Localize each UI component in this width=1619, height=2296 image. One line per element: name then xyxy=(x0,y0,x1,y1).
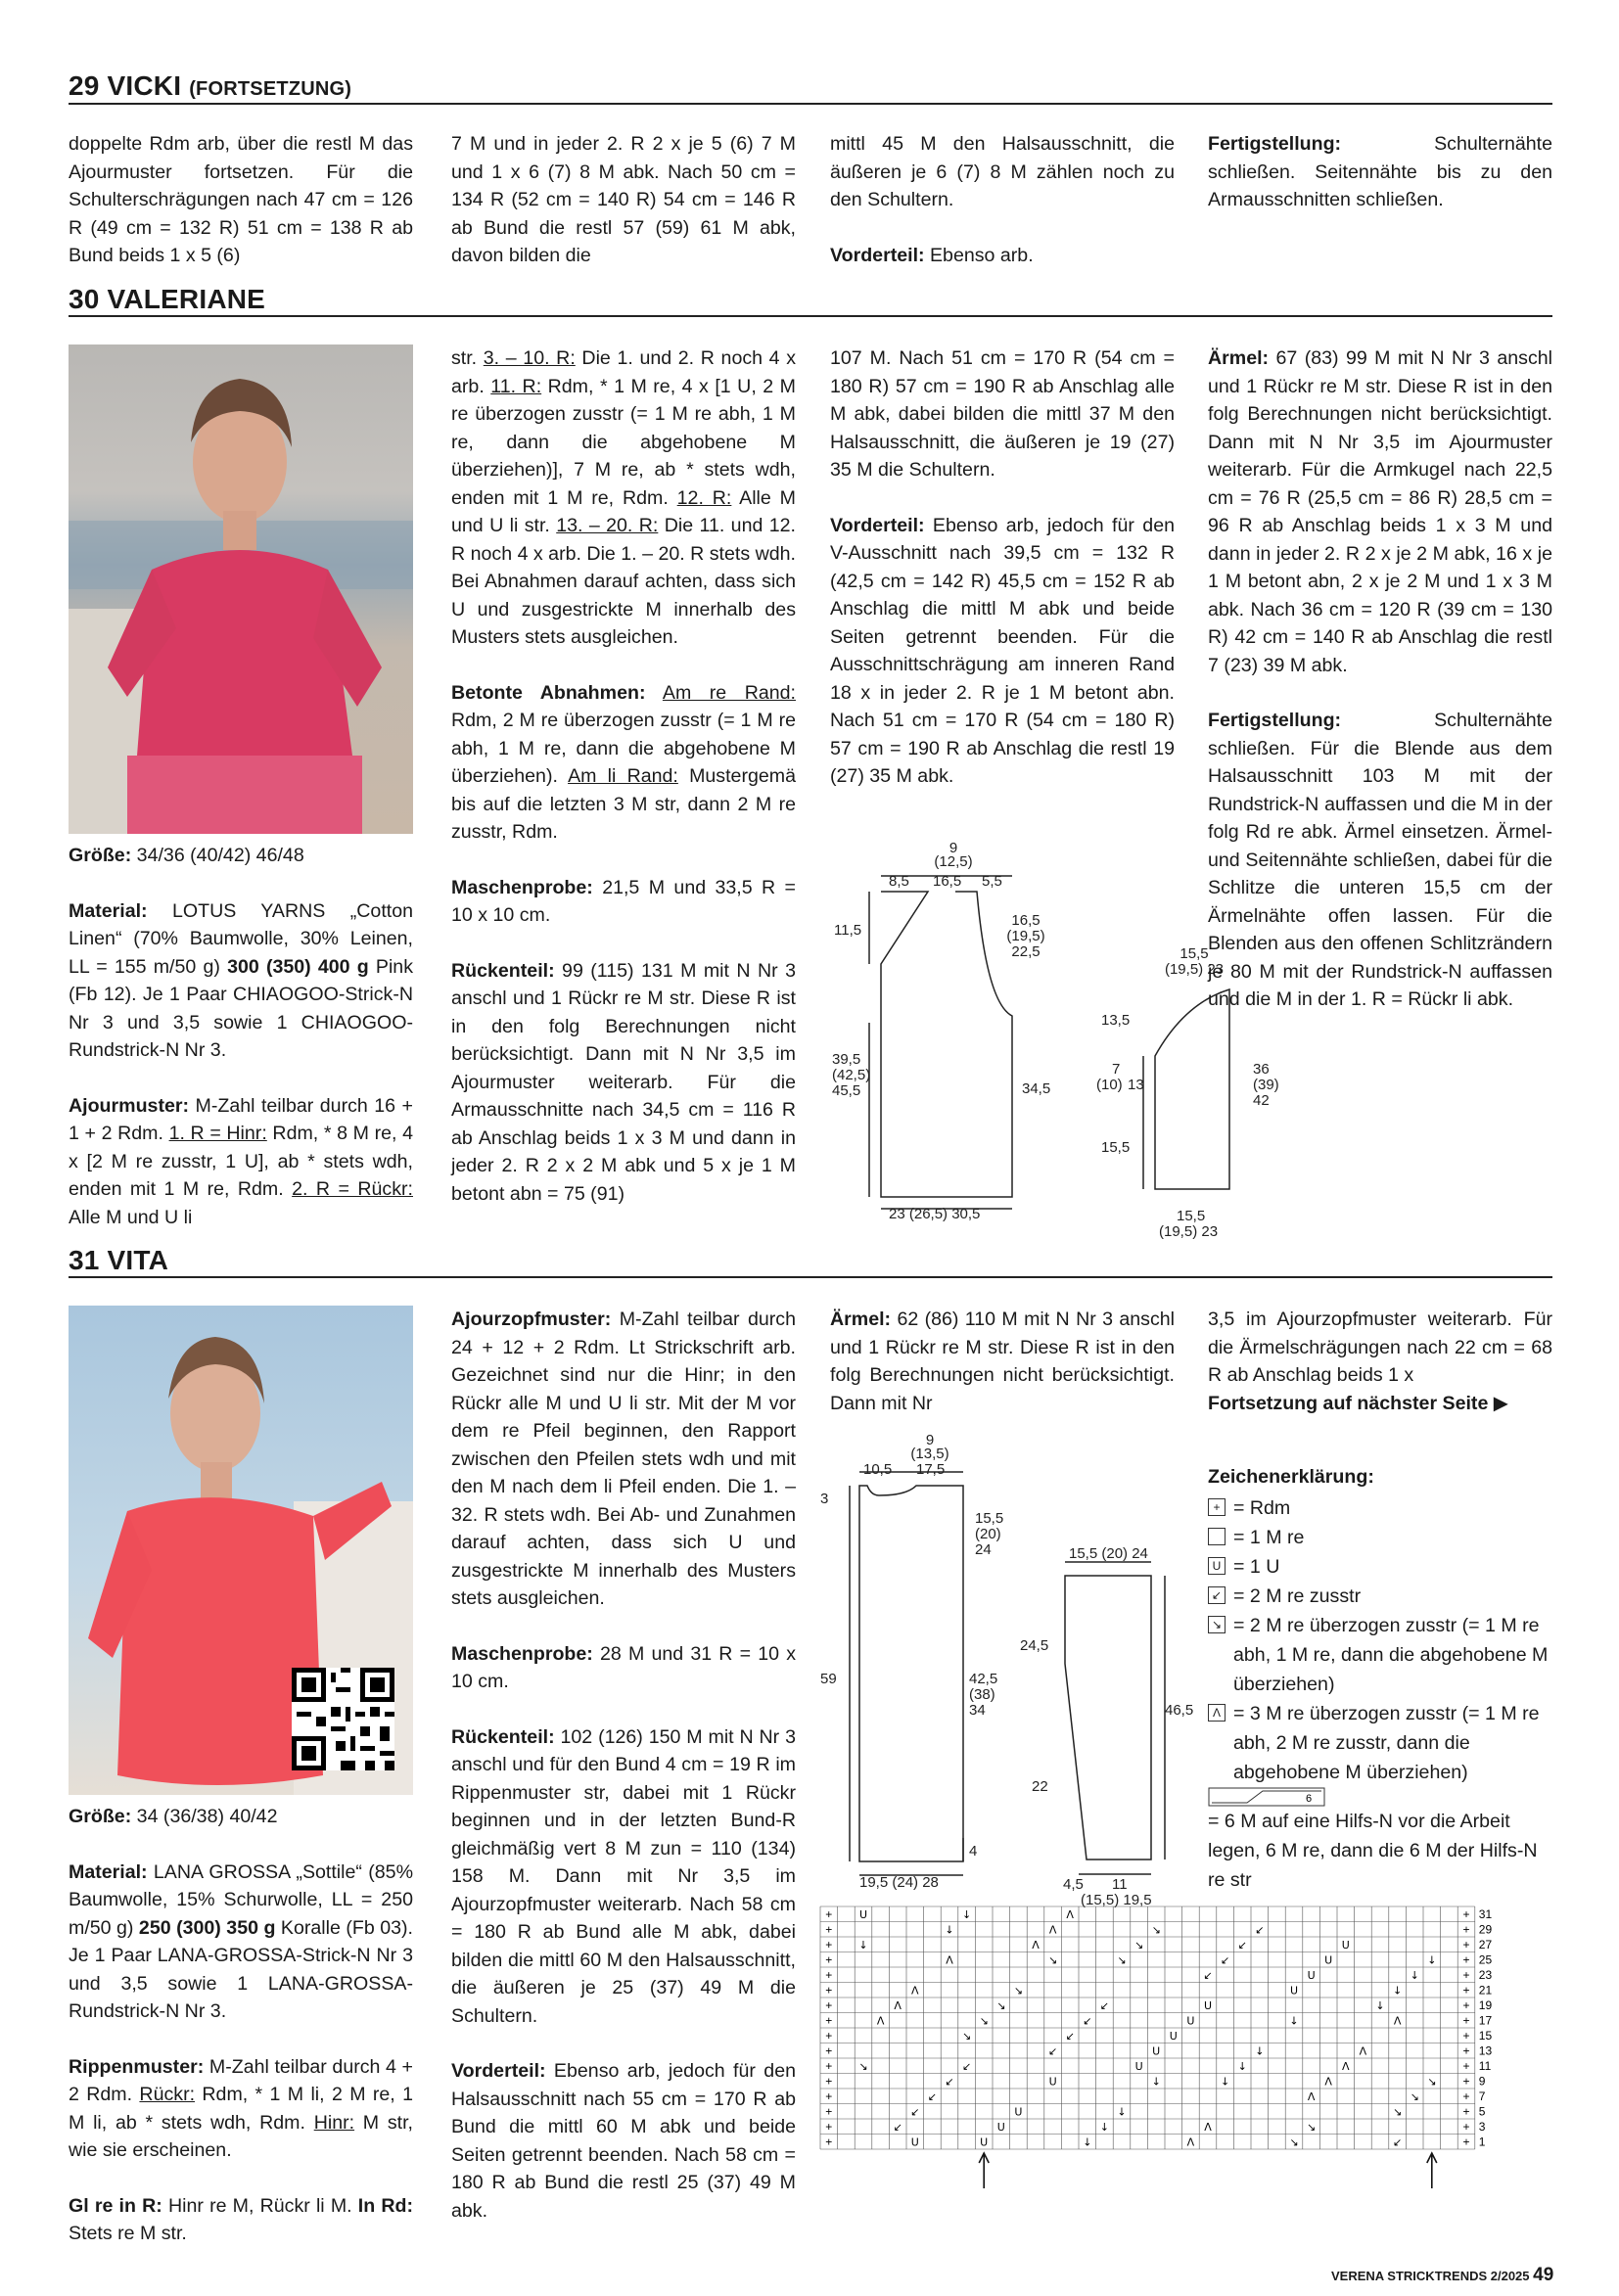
body-text: 34/36 (40/42) 46/48 xyxy=(131,845,304,866)
stitch-symbol: ↘ xyxy=(979,2014,989,2028)
dim-label: 46,5 xyxy=(1165,1702,1194,1719)
dim-label: 15,5 (20) 24 xyxy=(1069,1545,1148,1562)
edge-stitch-icon: + xyxy=(825,1952,833,1967)
label: Material: xyxy=(69,899,148,922)
dim-label: 16,5 xyxy=(933,873,962,890)
stitch-symbol: Λ xyxy=(876,2014,885,2028)
stitch-symbol: U xyxy=(1203,1999,1213,2012)
dim-label: 3 xyxy=(820,1491,829,1507)
body-text: M-Zahl teilbar durch 4 + 2 Rdm. xyxy=(69,2055,413,2105)
divider xyxy=(69,103,1552,105)
label: Größe: xyxy=(69,845,132,866)
stitch-symbol: ↘ xyxy=(1013,1984,1024,1998)
chart-row-number: 11 xyxy=(1478,2059,1492,2073)
stitch-symbol: Λ xyxy=(1307,2090,1316,2103)
stitch-symbol: ↓ xyxy=(961,1908,972,1921)
legend-row xyxy=(1208,1582,1552,1611)
edge-stitch-icon: + xyxy=(1462,1938,1470,1952)
chart-row-number: 29 xyxy=(1478,1922,1493,1937)
body-text: M-Zahl teilbar durch 16 + 1 + 2 Rdm. xyxy=(69,1094,413,1144)
stitch-symbol: ↘ xyxy=(1133,1939,1144,1952)
stitch-symbol: ↓ xyxy=(1255,2044,1265,2058)
stitch-symbol: ↙ xyxy=(1083,2014,1092,2028)
body-text: Rdm, * 8 M re, 4 x [2 M re zusstr, 1 U], ab * stets wdh, enden mit 1 M re, Rdm. xyxy=(69,1123,413,1200)
chart-row-number: 27 xyxy=(1478,1938,1493,1952)
dim-label: 23 (26,5) 30,5 xyxy=(889,1206,981,1222)
dim-label: (15,5) 19,5 xyxy=(1081,1892,1152,1908)
stitch-symbol: Λ xyxy=(1066,1908,1074,1921)
body-text: 99 (115) 131 M mit N Nr 3 anschl und 1 Rückr re M str. Diese R ist in den folg Berechnungen nicht berücksichtigt. Dann mit N Nr 3,5 im Ajourmuster weiterarb. Für die Armausschnitte nach 34,5 cm = 116 R ab Anschlag beids 1 x 3 M und dann in jeder 2. R 2 x 2 M abk und 5 x je 1 M betont abn = 75 (91) xyxy=(451,959,796,1205)
stitch-symbol: ↓ xyxy=(1117,2105,1127,2119)
stitch-symbol: U xyxy=(858,1908,868,1921)
legend-text: = 3 M re überzogen zusstr (= 1 M re abh, 2 M re zusstr, dann die abgehobene M überziehen) xyxy=(1233,1703,1540,1783)
stitch-symbol: ↓ xyxy=(1427,1953,1437,1967)
label: Rückenteil: xyxy=(451,959,555,982)
body-text: Stets re M str. xyxy=(69,2223,187,2244)
edge-stitch-icon: + xyxy=(1462,2043,1470,2058)
body-text: Alle M und U li xyxy=(69,1206,193,1228)
body-text: Ebenso arb, jedoch für den Halsausschnitt nach 55 cm = 170 R ab Bund die mittl 60 M abk und beide Seiten getrennt beenden. Nach 58 cm = 180 R ab Bund die restl 25 (37) 49 M abk. xyxy=(451,2060,796,2222)
chart-row-number: 1 xyxy=(1478,2135,1486,2149)
valeriane-col1 xyxy=(69,842,413,1259)
body-text: Rdm, * 1 M li, 2 M re, 1 M li, ab * stets wdh, Rdm. xyxy=(69,2084,413,2134)
chart-row-number: 19 xyxy=(1478,1998,1493,2012)
dim-label: 4,5 xyxy=(1063,1876,1084,1893)
stitch-symbol: ↙ xyxy=(910,2105,920,2119)
chart-row-number: 9 xyxy=(1478,2074,1486,2089)
edge-stitch-icon: + xyxy=(1462,1968,1470,1982)
section-number: 31 VITA xyxy=(69,1245,169,1275)
stitch-symbol: Λ xyxy=(911,1984,919,1998)
body-text: Hinr re M, Rückr li M. xyxy=(162,2194,358,2217)
edge-stitch-icon: + xyxy=(1208,1498,1226,1516)
label: Vorderteil: xyxy=(451,2060,546,2082)
stitch-symbol: ↘ xyxy=(1392,2105,1403,2119)
label: Betonte Abnahmen: xyxy=(451,681,646,704)
body-text: Die 11. und 12. R noch 4 x arb. Die 1. – 20. R stets wdh. Bei Abnahmen darauf achten, dass sich U und zusgestrickte M innerhalb des Musters stets ausgleichen. xyxy=(451,515,796,648)
stitch-symbol: ↘ xyxy=(1289,2135,1299,2149)
row-ref: Hinr: xyxy=(313,2111,355,2134)
divider xyxy=(69,315,1552,317)
vicki-col2 xyxy=(451,130,796,270)
dim-label: 7 xyxy=(1112,1061,1121,1078)
vita-col1 xyxy=(69,1803,413,2275)
stitch-symbol: U xyxy=(1324,1953,1333,1967)
valeriane-body-schematic xyxy=(830,837,1051,1228)
legend-row xyxy=(1208,1787,1552,1895)
edge-stitch-icon: + xyxy=(825,2029,833,2043)
section-title-29 xyxy=(69,70,351,102)
vita-col4 xyxy=(1208,1306,1552,1417)
body-text: 34 (36/38) 40/42 xyxy=(131,1806,278,1827)
edge-stitch-icon: + xyxy=(825,1998,833,2012)
dim-label: 36 xyxy=(1253,1061,1270,1078)
dim-label: 15,5 xyxy=(1101,1139,1131,1156)
stitch-symbol: ↓ xyxy=(1410,1969,1419,1982)
label: Maschenprobe: xyxy=(451,1642,593,1665)
section-suffix: (FORTSETZUNG) xyxy=(189,78,352,100)
valeriane-col4 xyxy=(1208,344,1552,1041)
vicki-col1 xyxy=(69,130,413,270)
yarn-amount: 250 (300) 350 g xyxy=(138,1916,276,1939)
body-text: LANA GROSSA „Sottile“ (85% Baumwolle, 15% Schurwolle, LL = 250 m/50 g) xyxy=(69,1860,413,1939)
label: Rückenteil: xyxy=(451,1725,555,1748)
dim-label: (19,5) 23 xyxy=(1164,961,1225,978)
legend-row xyxy=(1208,1523,1552,1552)
body-text: doppelte Rdm arb, über die restl M das Ajourmuster fortsetzen. Für die Schulterschrägungen nach 47 cm = 126 R (49 cm = 132 R) 51 cm = 138 R ab Bund beids 1 x 5 (6) xyxy=(69,133,413,266)
dim-label: 15,5 xyxy=(1180,945,1209,962)
stitch-symbol: U xyxy=(1014,2105,1023,2119)
edge-stitch-icon: + xyxy=(825,1922,833,1937)
dim-label: 9 xyxy=(925,1432,935,1448)
vicki-col3 xyxy=(830,130,1175,297)
stitch-symbol: ↘ xyxy=(1427,2075,1437,2089)
legend-text: = 1 U xyxy=(1233,1556,1280,1578)
cable-count: 6 xyxy=(1306,1793,1313,1805)
dim-label: 42,5 xyxy=(969,1671,998,1687)
row-ref: Am li Rand: xyxy=(568,765,678,787)
dim-label: (19,5) xyxy=(1006,928,1045,944)
ssk-icon: ↘ xyxy=(1208,1616,1226,1633)
dim-label: 39,5 xyxy=(832,1051,861,1068)
edge-stitch-icon: + xyxy=(825,2013,833,2028)
body-text: Alle M und U li str. xyxy=(451,486,796,536)
body-text: LOTUS YARNS „Cotton Linen“ (70% Baumwolle, 30% Leinen, LL = 155 m/50 g) xyxy=(69,899,413,978)
vicki-col4 xyxy=(1208,130,1552,214)
body-text: Schulternähte schließen. Für die Blende aus dem Halsausschnitt 103 M mit der Rundstrick-N auffassen und die M in der folg Rd re abk. Ärmel einsetzen. Ärmel- und Seitennähte schließen, dabei für die Schlitze die unteren 15,5 cm der Ärmelnähte offen lassen. Für die Blenden aus den offenen Schlitzrändern je 80 M mit der Rundstrick-N auffassen und die M in der 1. R = Rückr li abk. xyxy=(1208,710,1552,1010)
body-text: 102 (126) 150 M mit N Nr 3 anschl und für den Bund 4 cm = 19 R im Rippenmuster str, dabei mit 1 Rückr beginnen und in der letzten Bund-R gleichmäßig vert 8 M zun = 110 (134) 158 M. Dann mit Nr 3,5 im Ajourzopfmuster weiterarb. Nach 58 cm = 180 R ab Bund alle M abk, dabei bilden die mittl 60 M den Halsausschnitt, die äußeren je 25 (37) 49 M die Schultern. xyxy=(451,1725,796,2027)
body-text: Die 1. und 2. R noch 4 x arb. xyxy=(451,347,797,397)
valeriane-col3 xyxy=(830,344,1175,818)
repeat-arrow-icon xyxy=(979,2153,989,2188)
qr-code-icon[interactable] xyxy=(292,1668,394,1770)
stitch-symbol: ↘ xyxy=(1306,2121,1317,2134)
dim-label: 11,5 xyxy=(834,922,862,939)
body-text: 62 (86) 110 M mit N Nr 3 anschl und 1 Rückr re M str. Diese R ist in den folg Berechnungen nicht berücksichtigt. Dann mit Nr xyxy=(830,1309,1175,1414)
stitch-symbol: ↓ xyxy=(945,1923,954,1937)
stitch-symbol: ↙ xyxy=(961,2060,972,2073)
dim-label: 19,5 (24) 28 xyxy=(859,1874,939,1891)
dim-label: 10,5 xyxy=(863,1461,893,1478)
body-text: Schulternähte schließen. Seitennähte bis zu den Armausschnitten schließen. xyxy=(1208,133,1552,210)
body-text: 107 M. Nach 51 cm = 170 R (54 cm = 180 R) 57 cm = 190 R ab Anschlag alle M abk, dabei bilden die mittl 37 M den Halsausschnitt, die äußeren je 19 (27) 35 M die Schultern. xyxy=(830,347,1175,481)
dim-label: (12,5) xyxy=(934,853,973,870)
stitch-symbol: ↘ xyxy=(996,1999,1006,2012)
stitch-symbol: ↙ xyxy=(893,2121,902,2134)
stitch-symbol: ↘ xyxy=(1047,1953,1058,1967)
section-title-31 xyxy=(69,1245,168,1276)
repeat-arrow-icon xyxy=(1427,2153,1437,2188)
stitch-symbol: U xyxy=(910,2135,919,2149)
stitch-symbol: ↙ xyxy=(1065,2030,1075,2043)
magazine-name: VERENA STRICKTRENDS 2/2025 xyxy=(1331,2269,1530,2283)
dim-label: (10) xyxy=(1096,1077,1123,1093)
model-photo xyxy=(69,1306,413,1795)
cable-icon xyxy=(1208,1787,1325,1807)
chart-row-number: 5 xyxy=(1478,2104,1486,2119)
dim-label: 59 xyxy=(820,1671,837,1687)
stitch-symbol: ↙ xyxy=(1203,1969,1213,1982)
dim-label: (39) xyxy=(1253,1077,1279,1093)
dim-label: 42 xyxy=(1253,1092,1270,1109)
stitch-symbol: Λ xyxy=(1048,1923,1057,1937)
valeriane-col2 xyxy=(451,344,796,1235)
legend-text: = Rdm xyxy=(1233,1497,1291,1519)
stitch-symbol: U xyxy=(1307,1969,1316,1982)
body-text: 67 (83) 99 M mit N Nr 3 anschl und 1 Rückr re M str. Diese R ist in den folg Berechnungen nicht berücksichtigt. Dann mit N Nr 3,5 im Ajourmuster weiterarb. Für die Armkugel nach 22,5 cm = 76 R (25,5 cm = 86 R) 28,5 cm = 96 R ab Anschlag beids 1 x 3 M und dann in jeder 2. R 2 x je 2 M abk, 16 x je 1 M betont abn, 2 x je 2 M und 1 x 3 M abk. Nach 36 cm = 120 R (39 cm = 130 R) 42 cm = 140 R ab Anschlag die restl 7 (23) 39 M abk. xyxy=(1208,347,1552,676)
label: Rippenmuster: xyxy=(69,2055,205,2078)
label: Ärmel: xyxy=(1208,347,1270,369)
dim-label: (38) xyxy=(969,1686,995,1703)
edge-stitch-icon: + xyxy=(1462,2074,1470,2089)
dim-label: (13,5) xyxy=(910,1446,949,1462)
stitch-symbol: ↘ xyxy=(961,2030,972,2043)
label: Material: xyxy=(69,1860,148,1883)
legend-row xyxy=(1208,1699,1552,1787)
edge-stitch-icon: + xyxy=(825,2089,833,2103)
legend-row xyxy=(1208,1552,1552,1582)
chart-row-number: 21 xyxy=(1478,1983,1493,1998)
vita-col2 xyxy=(451,1306,796,2252)
body-text: 28 M und 31 R = 10 x 10 cm. xyxy=(451,1642,796,1692)
body-text: Pink (Fb 12). Je 1 Paar CHIAOGOO-Strick-N Nr 3 und 3,5 sowie 1 CHIAOGOO-Rundstrick-N Nr 3. xyxy=(69,955,413,1061)
row-ref: 2. R = Rückr: xyxy=(292,1178,413,1200)
stitch-symbol: U xyxy=(1152,2044,1161,2058)
edge-stitch-icon: + xyxy=(1462,2013,1470,2028)
stitch-symbol: ↓ xyxy=(1220,2075,1230,2089)
edge-stitch-icon: + xyxy=(825,2059,833,2073)
dim-label: 15,5 xyxy=(975,1510,1004,1527)
vita-body-schematic xyxy=(820,1427,1045,1897)
body-text: mittl 45 M den Halsausschnitt, die äußeren je 6 (7) 8 M zählen noch zu den Schultern. xyxy=(830,133,1175,210)
label: Vorderteil: xyxy=(830,514,925,536)
page-number: 49 xyxy=(1533,2265,1554,2285)
sk2p-icon: Λ xyxy=(1208,1704,1226,1722)
stitch-symbol: ↓ xyxy=(1099,2121,1110,2134)
stitch-symbol: ↘ xyxy=(1151,1923,1161,1937)
dim-label: 17,5 xyxy=(916,1461,946,1478)
legend-text: = 1 M re xyxy=(1233,1527,1305,1548)
chart-row-number: 15 xyxy=(1478,2029,1493,2043)
edge-stitch-icon: + xyxy=(1462,1998,1470,2012)
edge-stitch-icon: + xyxy=(1462,2089,1470,2103)
legend-title: Zeichenerklärung: xyxy=(1208,1466,1374,1488)
stitch-symbol: ↓ xyxy=(1083,2135,1092,2149)
stitch-symbol: ↓ xyxy=(1151,2075,1161,2089)
row-ref: 1. R = Hinr: xyxy=(168,1123,267,1144)
stitch-symbol: ↙ xyxy=(1237,1939,1247,1952)
label: Ärmel: xyxy=(830,1309,892,1330)
label: In Rd: xyxy=(357,2194,413,2217)
edge-stitch-icon: + xyxy=(1462,1922,1470,1937)
legend-row xyxy=(1208,1611,1552,1699)
stitch-symbol: ↓ xyxy=(1289,2014,1299,2028)
body-text: 21,5 M und 33,5 R = 10 x 10 cm. xyxy=(451,876,796,926)
stitch-symbol: ↓ xyxy=(1237,2060,1247,2073)
stitch-symbol: ↙ xyxy=(1255,1923,1265,1937)
body-text: Koralle (Fb 03). Je 1 Paar LANA-GROSSA-Strick-N Nr 3 und 3,5 sowie 1 LANA-GROSSA-Rundstrick-N Nr 3. xyxy=(69,1916,413,2022)
dim-label: 16,5 xyxy=(1011,912,1041,929)
dim-label: (19,5) 23 xyxy=(1159,1223,1219,1240)
label: Größe: xyxy=(69,1806,132,1827)
chart-row-number: 31 xyxy=(1478,1907,1493,1921)
stitch-symbol: ↙ xyxy=(1392,2135,1403,2149)
row-ref: 11. R: xyxy=(490,375,542,397)
stitch-symbol: Λ xyxy=(1032,1939,1040,1952)
edge-stitch-icon: + xyxy=(825,2104,833,2119)
knitting-chart xyxy=(820,1906,1545,2190)
stitch-symbol: U xyxy=(1186,2014,1195,2028)
stitch-symbol: Λ xyxy=(1324,2075,1332,2089)
dim-label: 13,5 xyxy=(1101,1012,1131,1029)
chart-row-number: 13 xyxy=(1478,2043,1493,2058)
label: Fertigstellung: xyxy=(1208,133,1342,155)
edge-stitch-icon: + xyxy=(1462,2059,1470,2073)
row-ref: Am re Rand: xyxy=(662,681,796,704)
dim-label: 34 xyxy=(969,1702,986,1719)
edge-stitch-icon: + xyxy=(825,2135,833,2149)
row-ref: 12. R: xyxy=(676,486,732,509)
body-text: Rdm, * 1 M re, 4 x [1 U, 2 M re überzogen zusstr (= 1 M re abh, 1 M re, dann die abgehobene M überziehen)], 7 M re, ab * stets wdh, enden mit 1 M re, Rdm. xyxy=(451,375,796,509)
knit-stitch-icon xyxy=(1208,1528,1226,1545)
k2tog-icon: ↙ xyxy=(1208,1586,1226,1604)
symbol-legend xyxy=(1208,1462,1552,1895)
edge-stitch-icon: + xyxy=(825,1907,833,1921)
dim-label: 8,5 xyxy=(889,873,909,890)
edge-stitch-icon: + xyxy=(1462,1952,1470,1967)
stitch-symbol: ↘ xyxy=(858,2060,868,2073)
legend-text: = 2 M re zusstr xyxy=(1233,1585,1362,1607)
continuation-note: Fortsetzung auf nächster Seite ▶ xyxy=(1208,1392,1508,1414)
dim-label: 5,5 xyxy=(982,873,1002,890)
label: Ajourzopfmuster: xyxy=(451,1309,612,1330)
stitch-symbol: Λ xyxy=(1204,2121,1212,2134)
yarn-amount: 300 (350) 400 g xyxy=(227,955,369,978)
stitch-symbol: ↓ xyxy=(1375,1999,1385,2012)
stitch-symbol: ↘ xyxy=(1117,1953,1127,1967)
edge-stitch-icon: + xyxy=(825,2120,833,2134)
stitch-symbol: Λ xyxy=(1342,2060,1350,2073)
edge-stitch-icon: + xyxy=(1462,2029,1470,2043)
body-text: Ebenso arb, jedoch für den V-Ausschnitt nach 39,5 cm = 132 R (42,5 cm = 142 R) 45,5 cm = 152 R ab Anschlag die mittl M abk und beide Seiten getrennt beenden. Für die Ausschnittschrägung am inneren Rand 18 x in jeder 2. R je 1 M betont abn. Nach 51 cm = 170 R (54 cm = 180 R) 57 cm = 190 R ab Anschlag die restl 19 (27) 35 M abk. xyxy=(830,514,1175,787)
stitch-symbol: U xyxy=(1134,2060,1143,2073)
dim-label: 24,5 xyxy=(1020,1637,1049,1654)
edge-stitch-icon: + xyxy=(1462,2135,1470,2149)
stitch-symbol: U xyxy=(996,2121,1005,2134)
chart-row-number: 25 xyxy=(1478,1952,1493,1967)
edge-stitch-icon: + xyxy=(1462,2120,1470,2134)
label: Maschenprobe: xyxy=(451,876,593,898)
yarn-over-icon: U xyxy=(1208,1557,1226,1575)
dim-label: 22 xyxy=(1032,1778,1048,1795)
chart-row-number: 17 xyxy=(1478,2013,1493,2028)
dim-label: (42,5) xyxy=(832,1067,871,1083)
legend-text: = 2 M re überzogen zusstr (= 1 M re abh, 1 M re, dann die abgehobene M überziehen) xyxy=(1233,1615,1549,1695)
row-ref: Rückr: xyxy=(139,2084,196,2105)
chart-row-number: 3 xyxy=(1478,2120,1486,2134)
stitch-symbol: Λ xyxy=(894,1999,902,2012)
stitch-symbol: Λ xyxy=(1393,2014,1402,2028)
dim-label: 13 xyxy=(1128,1077,1144,1093)
edge-stitch-icon: + xyxy=(825,2074,833,2089)
legend-row xyxy=(1208,1493,1552,1523)
stitch-symbol: ↙ xyxy=(1047,2044,1058,2058)
row-ref: 3. – 10. R: xyxy=(483,347,576,369)
edge-stitch-icon: + xyxy=(1462,2104,1470,2119)
vita-sleeve-schematic xyxy=(1018,1527,1214,1908)
dim-label: 22,5 xyxy=(1011,943,1041,960)
dim-label: 11 xyxy=(1112,1876,1128,1893)
section-number: 30 VALERIANE xyxy=(69,284,266,314)
edge-stitch-icon: + xyxy=(825,2043,833,2058)
footer xyxy=(1331,2265,1553,2286)
label: Ajourmuster: xyxy=(69,1094,190,1117)
edge-stitch-icon: + xyxy=(825,1938,833,1952)
vita-col3 xyxy=(830,1306,1175,1445)
body-text: Ebenso arb. xyxy=(924,244,1034,266)
dim-label: 15,5 xyxy=(1177,1208,1206,1224)
dim-label: 4 xyxy=(969,1843,978,1860)
stitch-symbol: U xyxy=(1169,2030,1178,2043)
stitch-symbol: ↙ xyxy=(945,2075,954,2089)
stitch-symbol: U xyxy=(1048,2075,1057,2089)
dim-label: 24 xyxy=(975,1541,992,1558)
stitch-symbol: U xyxy=(980,2135,989,2149)
stitch-symbol: U xyxy=(1289,1984,1299,1998)
stitch-symbol: ↙ xyxy=(1220,1953,1230,1967)
stitch-symbol: ↙ xyxy=(927,2090,938,2103)
model-photo xyxy=(69,344,413,834)
stitch-symbol: ↘ xyxy=(1410,2090,1419,2103)
body-text: 7 M und in jeder 2. R 2 x je 5 (6) 7 M und 1 x 6 (7) 8 M abk. Nach 50 cm = 134 R (52 cm = 140 R) 54 cm = 146 R ab Bund die restl 57 (59) 61 M abk, davon bilden die xyxy=(451,133,796,266)
label: Vorderteil: xyxy=(830,244,925,266)
edge-stitch-icon: + xyxy=(1462,1907,1470,1921)
edge-stitch-icon: + xyxy=(825,1983,833,1998)
body-text: Mustergemä bis auf die letzten 3 M str, dann 2 M re zusstr, Rdm. xyxy=(451,765,796,843)
stitch-symbol: U xyxy=(1341,1939,1350,1952)
body-text: str. xyxy=(451,347,484,369)
stitch-symbol: Λ xyxy=(946,1953,953,1967)
edge-stitch-icon: + xyxy=(825,1968,833,1982)
body-text: Rdm, 2 M re überzogen zusstr (= 1 M re abh, 1 M re, dann die abgehobene M überziehen). xyxy=(451,710,796,787)
row-ref: 13. – 20. R: xyxy=(556,515,659,536)
stitch-symbol: Λ xyxy=(1186,2135,1195,2149)
stitch-symbol: Λ xyxy=(1359,2044,1367,2058)
dim-label: 45,5 xyxy=(832,1082,861,1099)
body-text: M-Zahl teilbar durch 24 + 12 + 2 Rdm. Lt Strickschrift arb. Gezeichnet sind nur die Hinr; in den Rückr alle M und U li str. Mit der M vor dem re Pfeil beginnen, den Rapport zwischen den Pfeilen stets wdh und mit den M nach dem li Pfeil enden. Die 1. – 32. R stets wdh. Bei Ab- und Zunahmen darauf achten, dass sich U und zusgestrickte M innerhalb des Musters stets ausgleichen. xyxy=(451,1309,796,1609)
chart-row-number: 7 xyxy=(1478,2089,1486,2103)
divider xyxy=(69,1276,1552,1278)
stitch-symbol: ↓ xyxy=(1392,1984,1403,1998)
section-title-30 xyxy=(69,284,265,315)
edge-stitch-icon: + xyxy=(1462,1983,1470,1998)
dim-label: 9 xyxy=(948,840,958,856)
label: Fertigstellung: xyxy=(1208,710,1342,731)
stitch-symbol: ↙ xyxy=(1099,1999,1110,2012)
stitch-symbol: ↓ xyxy=(858,1939,868,1952)
dim-label: (20) xyxy=(975,1526,1001,1542)
section-number: 29 VICKI xyxy=(69,70,182,101)
dim-label: 34,5 xyxy=(1022,1080,1051,1097)
label: Gl re in R: xyxy=(69,2194,162,2217)
chart-row-number: 23 xyxy=(1478,1968,1493,1982)
legend-text: = 6 M auf eine Hilfs-N vor die Arbeit legen, 6 M re, dann die 6 M der Hilfs-N re str xyxy=(1208,1811,1538,1891)
body-text: M str, wie sie erscheinen. xyxy=(69,2111,414,2161)
body-text: 3,5 im Ajourzopfmuster weiterarb. Für die Ärmelschrägungen nach 22 cm = 68 R ab Anschlag beids 1 x xyxy=(1208,1309,1552,1386)
